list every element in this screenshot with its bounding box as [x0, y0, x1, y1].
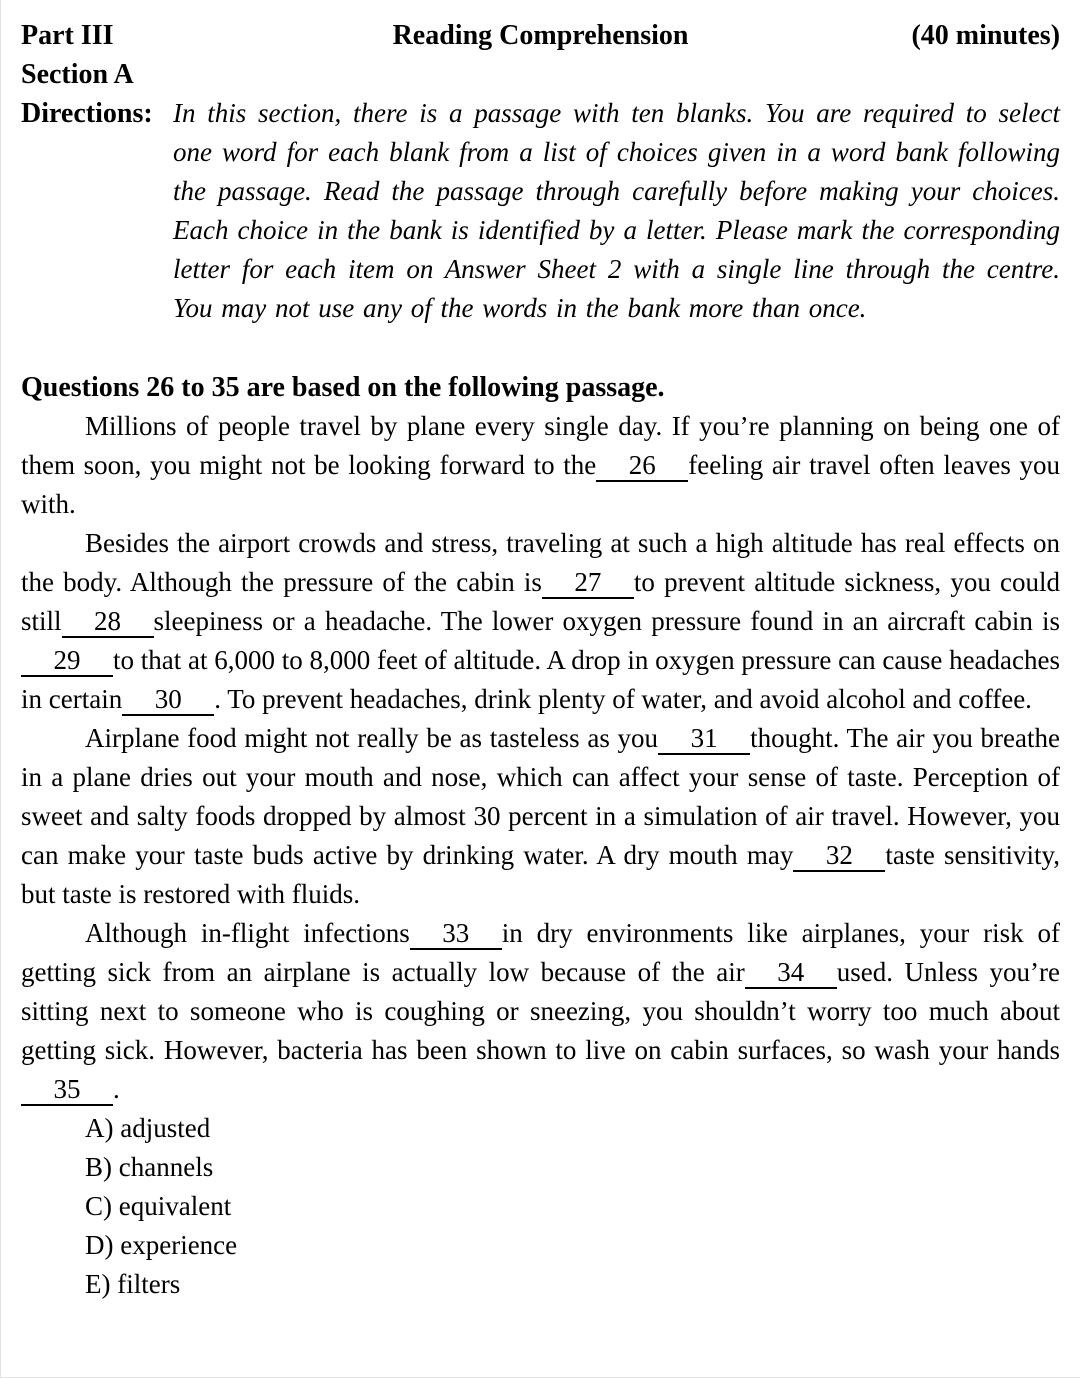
- page-header: [21, 16, 1060, 55]
- passage-text: Millions of people travel by plane every single day. If you’re planning on being one of them soon, you might not be looking forward to the: [21, 411, 1060, 480]
- passage-paragraph: [21, 719, 1060, 914]
- word-bank-option: A) adjusted: [85, 1113, 211, 1143]
- passage-text: in dry environments like airplanes, your risk of getting sick from an airplane is actually low because of the air: [21, 918, 1060, 987]
- word-bank-option: E) filters: [85, 1269, 181, 1299]
- passage-paragraph: [21, 914, 1060, 1109]
- passage-text: . To prevent headaches, drink plenty of water, and avoid alcohol and coffee.: [214, 684, 1032, 714]
- blank-29: 29: [21, 645, 113, 677]
- time-limit: (40 minutes): [911, 20, 1061, 51]
- passage-paragraph: [21, 524, 1060, 719]
- word-bank-option: B) channels: [85, 1152, 214, 1182]
- section-label: Section A: [21, 59, 134, 90]
- passage-text: Besides the airport crowds and stress, traveling at such a high altitude has real effects on the body. Although the pressure of the cabin is: [21, 528, 1060, 597]
- blank-32: 32: [793, 840, 885, 872]
- directions-label: Directions:: [21, 98, 153, 129]
- blank-26: 26: [596, 450, 688, 482]
- blank-35: 35: [21, 1074, 113, 1106]
- blank-28: 28: [62, 606, 154, 638]
- directions-block: [21, 94, 1060, 328]
- passage-text: .: [113, 1074, 120, 1104]
- questions-heading: Questions 26 to 35 are based on the following passage.: [21, 372, 665, 403]
- passage-text: Airplane food might not really be as tasteless as you: [85, 723, 659, 753]
- passage-text: sleepiness or a headache. The lower oxygen pressure found in an aircraft cabin is: [153, 606, 1060, 636]
- blank-34: 34: [745, 957, 837, 989]
- word-bank-option: D) experience: [85, 1230, 238, 1260]
- word-bank: [21, 1109, 1060, 1304]
- passage-text: taste sensitivity, but taste is restored with fluids.: [21, 840, 1060, 909]
- passage-text: to that at 6,000 to 8,000 feet of altitude. A drop in oxygen pressure can cause headaches in certain: [21, 645, 1060, 714]
- passage-text: used. Unless you’re sitting next to someone who is coughing or sneezing, you shouldn’t worry too much about getting sick. However, bacteria has been shown to live on cabin surfaces, so wash your hands: [21, 957, 1060, 1065]
- passage-text: to prevent altitude sickness, you could still: [21, 567, 1060, 636]
- passage-text: feeling air travel often leaves you with.: [21, 450, 1061, 519]
- part-label: Part III: [21, 20, 114, 51]
- passage-text: thought. The air you breathe in a plane dries out your mouth and nose, which can affect your sense of taste. Perception of sweet and salty foods dropped by almost 30 percent in a simulation of air travel. However, you can make your taste buds active by drinking water. A dry mouth may: [21, 723, 1060, 870]
- passage-body: [21, 407, 1060, 1109]
- directions-text: In this section, there is a passage with ten blanks. You are required to select one word for each blank from a list of choices given in a word bank following the passage. Read the passage through carefully before making your choices. Each choice in the bank is identified by a letter. Please mark the corresponding letter for each item on Answer Sheet 2 with a single line through the centre. You may not use any of the words in the bank more than once.: [173, 98, 1060, 323]
- passage-text: Although in-flight infections: [85, 918, 410, 948]
- word-bank-option: C) equivalent: [85, 1191, 232, 1221]
- passage-paragraph: [21, 407, 1060, 524]
- blank-30: 30: [122, 684, 214, 716]
- blank-27: 27: [542, 567, 634, 599]
- page-title: Reading Comprehension: [392, 20, 689, 51]
- blank-33: 33: [410, 918, 502, 950]
- blank-31: 31: [658, 723, 750, 755]
